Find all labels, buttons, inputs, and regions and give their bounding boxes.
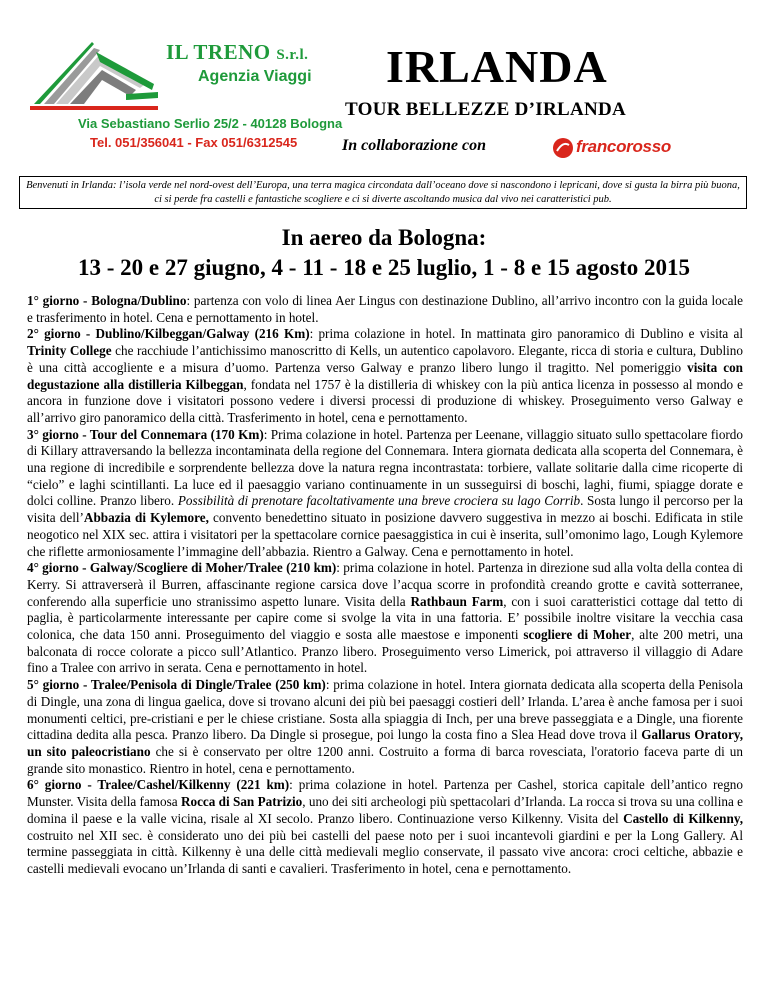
agency-name: IL TRENO S.r.l. [166,40,309,64]
departure-headline: In aereo da Bologna: [281,225,487,250]
highlight-text: Rocca di San Patrizio [180,794,303,810]
day-heading: 2° giorno - Dublino/Kilbeggan/Galway (216 Km) [27,326,310,342]
day-text: : prima colazione in hotel. Partenza in direzione sud alla volta della contea di Kerry. Si attraverserà il Burren, affascinante regione carsica dove l’acqua scorre in profondità creando grotte e cavità sotterranee, conferendo alla superficie uno stranissimo aspetto lunare. Visita della [27,560,743,609]
train-icon [30,34,160,114]
francorosso-logo [552,137,717,159]
day-text: , fondata nel 1757 è la distilleria di whiskey con la più antica licenza in possesso al mondo e ancora in funzione dove i visitatori possono vedere i diversi processi di produzione di whiskey. Proseguimento verso Galway e all’arrivo giro panoramico della città. Trasferimento in hotel, cena e pernottamento. [27,376,743,425]
departure-dates: 13 - 20 e 27 giugno, 4 - 11 - 18 e 25 luglio, 1 - 8 e 15 agosto 2015 [77,255,691,280]
agency-subtitle: Agenzia Viaggi [198,68,312,85]
tour-subtitle: TOUR BELLEZZE D’IRLANDA [345,99,627,120]
day-heading: 5° giorno - Tralee/Penisola di Dingle/Tralee (250 km) [27,677,326,693]
agency-logo [30,34,343,164]
day-text: che racchiude l’antichissimo manoscritto di Kells, un autentico capolavoro. Elegante, ricca di storia e cultura, Dublino è una città accogliente e a misura d’uomo. Partenza verso Galway e pranzo libero lungo il tragitto. Nel pomeriggio [27,343,743,375]
highlight-text: Castello di Kilkenny, [623,810,743,826]
day-text: , uno dei siti archeologi più spettacolari d’Irlanda. La rocca si trova su una collina e domina il paese e la valle vicina, risale al XI secolo. Pranzo libero. Continuazione verso Kilkenny. Visita del [27,794,743,826]
page-title: IRLANDA [386,41,608,92]
agency-address: Via Sebastiano Serlio 25/2 - 40128 Bologna [78,116,343,131]
day-heading: 4° giorno - Galway/Scogliere di Moher/Tralee (210 km) [27,560,337,576]
intro-box: Benvenuti in Irlanda: l’isola verde nel nord-ovest dell’Europa, una terra magica circondata dall’oceano dove si nascondono i lepricani, dove si gusta la birra più buona, ci si perde fra castelli e fantastiche scogliere e ci si diverte ascoltando musica dal vivo nei caratteristici pub. [19,176,747,209]
itinerary [27,293,743,878]
francorosso-mark-icon [552,137,574,159]
day-text: , con i suoi caratteristici cottage dal tetto di paglia, è particolarmente interessante per capire come si svolge la vita in una fattoria. E’ possibile inoltre visitare la vecchia casa colonica, che data 150 anni. Proseguimento del viaggio e sosta alle maestose e imponenti [27,593,743,643]
agency-phone: Tel. 051/356041 - Fax 051/6312545 [90,135,298,150]
day-text: . Sosta lungo il percorso per la visita dell’ [27,493,743,526]
italic-note: Possibilità di prenotare facoltativamente una breve crociera su lago Corrib [177,493,581,509]
highlight-text: scogliere di Moher [523,627,632,643]
day-text: che si è conservato per oltre 1200 anni. Costruito a forma di barca rovesciata, l'oratorio faceva parte di un grande sito monastico. Rientro in hotel, cena e pernottamento. [27,743,743,776]
itinerary-day [27,326,743,426]
day-text: convento benedettino situato in posizione davvero suggestiva in mezzo ai boschi. Edificata in stile neogotico nel XIX sec. attira i visitatori per la spettacolare cornice paesaggistica in cui è inserita, sull’omonimo lago, Lough Kylemore che riflette armoniosamente l’immagine dell’abbazia. Rientro a Galway. Cena e pernottamento in hotel. [27,510,743,559]
itinerary-day [27,777,743,877]
itinerary-day [27,560,743,677]
itinerary-day [27,677,743,777]
highlight-text: Trinity College [27,343,112,359]
day-text: : prima colazione in hotel. In mattinata giro panoramico di Dublino e visita al [309,326,744,342]
day-text: : prima colazione in hotel. Partenza per Cashel, storica capitale dell’antico regno Munster. Visita della famosa [27,777,743,810]
day-text: : partenza con volo di linea Aer Lingus con destinazione Dublino, all’arrivo incontro con la guida locale e trasferimento in hotel. Cena e pernottamento in hotel. [27,293,743,325]
highlight-text: Gallarus Oratory, un sito paleocristiano [27,727,743,759]
francorosso-text: francorosso [576,137,671,156]
highlight-text: Abbazia di Kylemore, [83,510,209,526]
highlight-text: visita con degustazione alla distilleria Kilbeggan [27,359,744,392]
day-heading: 1° giorno - Bologna/Dublino [27,293,187,308]
itinerary-day [27,293,743,326]
collaboration-label: In collaborazione con [342,137,487,154]
day-heading: 6° giorno - Tralee/Cashel/Kilkenny (221 km) [27,777,290,793]
day-text: , alte 200 metri, una balconata di rocce colorate a picco sull’Atlantico. Pranzo libero. Proseguimento verso Limerick, poi attraverso il villaggio di Adare fino a Tralee con arrivo in serata. Cena e pernottamento in hotel. [27,627,744,676]
day-text: : prima colazione in hotel. Intera giornata dedicata alla scoperta della Penisola di Dingle, una zona di lingua gaelica, dove si trovano alcuni dei più bei paesaggi costieri dell’ Irlanda. L’area è anche famosa per i suoi monumenti celtici, pre-cristiani e per le chiese cristiane. Sosta alla spiaggia di Inch, per una breve passeggiata e a Dingle, una fiorente cittadina dedita alla pesca. Pranzo libero. Da Dingle si prosegue, poi lungo la costa fino a Slea Head dove trova il [27,677,743,743]
itinerary-day [27,427,743,561]
day-text: : Prima colazione in hotel. Partenza per Leenane, villaggio situato sullo spettacolare fiordo di Killary attraversando la bellezza incontaminata della regione del Connemara. Intera giornata dedicata alla scoperta del Connemara, è una regione di incredibile e sorprendente bellezza dove la natura regna incontrastata: torbiere, vallate solitarie dalla cime ricoperte di “cielo” e laghi scintillanti. La luce ed il paesaggio variano continuamente in un susseguirsi di boschi, laghi, fiumi, spiagge dorate e dolci colline. Pranzo libero. [27,426,743,509]
day-heading: 3° giorno - Tour del Connemara (170 Km) [27,426,264,442]
highlight-text: Rathbaun Farm [410,593,504,609]
day-text: costruito nel XII sec. è considerato uno dei più bei castelli del paese noto per i suoi incantevoli giardini e per la Long Gallery. Al termine passeggiata in città. Kilkenny è una delle città medievali meglio conservate, il passato vive ancora: croci celtiche, abbazie e castelli medievali evocano un’Irlanda di santi e cavalieri. Trasferimento in hotel, cena e pernottamento. [27,827,743,876]
